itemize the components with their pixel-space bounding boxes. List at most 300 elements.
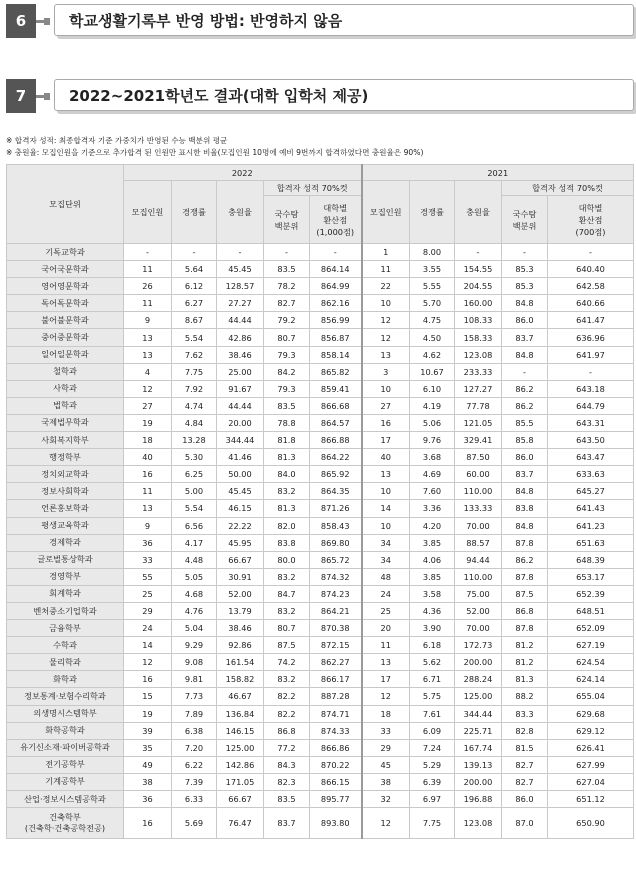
competition-2022: 7.89: [172, 705, 217, 722]
fill-rate-2022: 158.82: [217, 671, 264, 688]
competition-2022: 4.76: [172, 602, 217, 619]
recruit-2021: 32: [362, 791, 410, 808]
converted-score-2021: 629.12: [548, 722, 634, 739]
competition-2022: 4.17: [172, 534, 217, 551]
kst-percentile-2022: 84.2: [264, 363, 310, 380]
recruit-2021: 10: [362, 380, 410, 397]
competition-2022: 13.28: [172, 432, 217, 449]
fill-rate-2021: 139.13: [455, 756, 502, 773]
competition-2021: 3.68: [410, 449, 455, 466]
competition-2022: 5.54: [172, 500, 217, 517]
fill-rate-2021: 329.41: [455, 432, 502, 449]
kst-percentile-2021: 81.5: [502, 739, 548, 756]
header-score-group-2022: 합격자 성적 70%컷: [264, 181, 362, 196]
competition-2021: 5.29: [410, 756, 455, 773]
converted-score-2022: 869.80: [310, 534, 362, 551]
competition-2022: 9.81: [172, 671, 217, 688]
table-row: [7, 808, 634, 839]
converted-score-2022: 864.14: [310, 261, 362, 278]
kst-percentile-2021: 86.2: [502, 551, 548, 568]
fill-rate-2021: -: [455, 244, 502, 261]
fill-rate-2022: 171.05: [217, 773, 264, 790]
competition-2021: 4.75: [410, 312, 455, 329]
competition-2021: 4.06: [410, 551, 455, 568]
section-7-number: 7: [6, 79, 36, 113]
section-6-connector: [36, 20, 48, 23]
converted-score-2022: 859.41: [310, 380, 362, 397]
table-row: [7, 688, 634, 705]
fill-rate-2021: 158.33: [455, 329, 502, 346]
competition-2022: 5.64: [172, 261, 217, 278]
header-fill-2022: 충원율: [217, 181, 264, 244]
fill-rate-2021: 133.33: [455, 500, 502, 517]
converted-score-2022: -: [310, 244, 362, 261]
kst-percentile-2022: 79.3: [264, 346, 310, 363]
competition-2021: 3.85: [410, 568, 455, 585]
recruit-2022: 35: [124, 739, 172, 756]
fill-rate-2021: 200.00: [455, 654, 502, 671]
competition-2021: 5.70: [410, 295, 455, 312]
kst-percentile-2022: 79.3: [264, 380, 310, 397]
converted-score-2021: 640.40: [548, 261, 634, 278]
converted-score-2021: 641.43: [548, 500, 634, 517]
converted-score-2022: 865.72: [310, 551, 362, 568]
header-recruit-2021: 모집인원: [362, 181, 410, 244]
fill-rate-2022: 27.27: [217, 295, 264, 312]
kst-percentile-2022: 84.3: [264, 756, 310, 773]
kst-percentile-2021: 87.5: [502, 585, 548, 602]
fill-rate-2021: 123.08: [455, 346, 502, 363]
recruit-2021: 38: [362, 773, 410, 790]
kst-percentile-2021: 86.2: [502, 380, 548, 397]
fill-rate-2022: 45.45: [217, 483, 264, 500]
kst-percentile-2022: 82.2: [264, 705, 310, 722]
section-7-title: 2022~2021학년도 결과(대학 입학처 제공): [54, 79, 634, 111]
converted-score-2022: 893.80: [310, 808, 362, 839]
competition-2021: 8.00: [410, 244, 455, 261]
competition-2021: 6.10: [410, 380, 455, 397]
dept-name: 불어불문학과: [7, 312, 124, 329]
recruit-2021: 29: [362, 739, 410, 756]
section-7-header: [6, 79, 634, 113]
table-row: [7, 278, 634, 295]
fill-rate-2022: 30.91: [217, 568, 264, 585]
converted-score-2022: 874.33: [310, 722, 362, 739]
fill-rate-2021: 225.71: [455, 722, 502, 739]
competition-2021: 4.50: [410, 329, 455, 346]
fill-rate-2022: 42.86: [217, 329, 264, 346]
recruit-2022: 11: [124, 261, 172, 278]
kst-percentile-2022: 80.7: [264, 329, 310, 346]
converted-score-2021: 641.47: [548, 312, 634, 329]
kst-percentile-2022: 83.2: [264, 483, 310, 500]
kst-percentile-2021: 86.0: [502, 791, 548, 808]
converted-score-2021: 653.17: [548, 568, 634, 585]
recruit-2022: 19: [124, 705, 172, 722]
fill-rate-2022: 66.67: [217, 551, 264, 568]
recruit-2021: 10: [362, 483, 410, 500]
kst-percentile-2022: 80.7: [264, 620, 310, 637]
recruit-2021: 33: [362, 722, 410, 739]
kst-percentile-2022: 82.7: [264, 295, 310, 312]
kst-percentile-2021: 84.8: [502, 517, 548, 534]
note-fill-rate: ※ 충원율: 모집인원을 기준으로 추가합격 된 인원만 표시한 비율(모집인원 10명에 예비 9번까지 합격하였다면 충원율은 90%): [6, 148, 424, 157]
dept-name: 중어중문학과: [7, 329, 124, 346]
table-row: [7, 483, 634, 500]
converted-score-2021: 644.79: [548, 397, 634, 414]
header-fill-2021: 충원율: [455, 181, 502, 244]
competition-2022: 4.68: [172, 585, 217, 602]
competition-2021: 4.19: [410, 397, 455, 414]
competition-2021: 4.62: [410, 346, 455, 363]
competition-2021: 4.36: [410, 602, 455, 619]
header-score-group-2021: 합격자 성적 70%컷: [502, 181, 634, 196]
kst-percentile-2022: 81.3: [264, 449, 310, 466]
fill-rate-2021: 204.55: [455, 278, 502, 295]
table-row: [7, 363, 634, 380]
fill-rate-2021: 60.00: [455, 466, 502, 483]
converted-score-2022: 866.86: [310, 739, 362, 756]
competition-2022: 6.38: [172, 722, 217, 739]
table-row: [7, 346, 634, 363]
competition-2022: 5.00: [172, 483, 217, 500]
recruit-2022: 26: [124, 278, 172, 295]
notes: [6, 135, 423, 159]
converted-score-2021: 643.47: [548, 449, 634, 466]
converted-score-2021: 651.12: [548, 791, 634, 808]
dept-name: 정보사회학과: [7, 483, 124, 500]
recruit-2022: 12: [124, 654, 172, 671]
competition-2021: 6.71: [410, 671, 455, 688]
fill-rate-2022: 44.44: [217, 397, 264, 414]
table-row: [7, 602, 634, 619]
fill-rate-2022: 136.84: [217, 705, 264, 722]
recruit-2021: 25: [362, 602, 410, 619]
table-row: [7, 449, 634, 466]
competition-2022: 5.05: [172, 568, 217, 585]
dept-name: 유기신소재·파이버공학과: [7, 739, 124, 756]
fill-rate-2022: 22.22: [217, 517, 264, 534]
competition-2021: 7.24: [410, 739, 455, 756]
recruit-2021: 16: [362, 414, 410, 431]
competition-2022: 6.27: [172, 295, 217, 312]
competition-2022: 5.04: [172, 620, 217, 637]
kst-percentile-2022: 77.2: [264, 739, 310, 756]
recruit-2022: 11: [124, 295, 172, 312]
recruit-2021: 20: [362, 620, 410, 637]
fill-rate-2022: 161.54: [217, 654, 264, 671]
table-row: [7, 329, 634, 346]
converted-score-2022: 862.16: [310, 295, 362, 312]
results-table-body: [7, 244, 634, 839]
dept-name: 벤처중소기업학과: [7, 602, 124, 619]
competition-2021: 3.55: [410, 261, 455, 278]
kst-percentile-2021: 84.8: [502, 483, 548, 500]
recruit-2021: 14: [362, 500, 410, 517]
recruit-2022: 16: [124, 466, 172, 483]
converted-score-2021: 624.54: [548, 654, 634, 671]
competition-2022: 4.84: [172, 414, 217, 431]
converted-score-2021: 627.19: [548, 637, 634, 654]
competition-2021: 5.06: [410, 414, 455, 431]
section-6-header: [6, 4, 634, 38]
recruit-2022: 9: [124, 312, 172, 329]
section-6-title: 학교생활기록부 반영 방법: 반영하지 않음: [54, 4, 634, 36]
converted-score-2022: 874.23: [310, 585, 362, 602]
converted-score-2021: 645.27: [548, 483, 634, 500]
competition-2022: 9.08: [172, 654, 217, 671]
table-row: [7, 551, 634, 568]
fill-rate-2022: 52.00: [217, 585, 264, 602]
recruit-2022: 16: [124, 671, 172, 688]
dept-name: 일어일문학과: [7, 346, 124, 363]
fill-rate-2021: 52.00: [455, 602, 502, 619]
dept-name: 금융학부: [7, 620, 124, 637]
fill-rate-2022: 20.00: [217, 414, 264, 431]
table-row: [7, 791, 634, 808]
converted-score-2021: 652.09: [548, 620, 634, 637]
recruit-2022: 13: [124, 500, 172, 517]
kst-percentile-2021: 88.2: [502, 688, 548, 705]
recruit-2022: 36: [124, 791, 172, 808]
converted-score-2022: 864.22: [310, 449, 362, 466]
converted-score-2021: 627.99: [548, 756, 634, 773]
recruit-2022: 11: [124, 483, 172, 500]
table-row: [7, 585, 634, 602]
converted-score-2021: 627.04: [548, 773, 634, 790]
kst-percentile-2022: 80.0: [264, 551, 310, 568]
kst-percentile-2021: 86.2: [502, 397, 548, 414]
fill-rate-2022: 46.15: [217, 500, 264, 517]
fill-rate-2021: 110.00: [455, 483, 502, 500]
table-row: [7, 739, 634, 756]
converted-score-2022: 895.77: [310, 791, 362, 808]
fill-rate-2022: 38.46: [217, 346, 264, 363]
converted-score-2022: 866.88: [310, 432, 362, 449]
fill-rate-2022: 66.67: [217, 791, 264, 808]
recruit-2021: 1: [362, 244, 410, 261]
fill-rate-2022: 41.46: [217, 449, 264, 466]
kst-percentile-2021: 87.8: [502, 568, 548, 585]
kst-percentile-2022: -: [264, 244, 310, 261]
converted-score-2021: 643.18: [548, 380, 634, 397]
recruit-2022: 49: [124, 756, 172, 773]
table-row: [7, 397, 634, 414]
fill-rate-2022: 45.45: [217, 261, 264, 278]
competition-2022: 7.20: [172, 739, 217, 756]
fill-rate-2022: 13.79: [217, 602, 264, 619]
recruit-2021: 12: [362, 808, 410, 839]
recruit-2021: 17: [362, 432, 410, 449]
fill-rate-2022: 38.46: [217, 620, 264, 637]
recruit-2021: 12: [362, 688, 410, 705]
recruit-2022: 40: [124, 449, 172, 466]
kst-percentile-2022: 83.5: [264, 791, 310, 808]
competition-2022: 6.56: [172, 517, 217, 534]
competition-2021: 4.69: [410, 466, 455, 483]
converted-score-2022: 870.22: [310, 756, 362, 773]
fill-rate-2021: 200.00: [455, 773, 502, 790]
recruit-2021: 11: [362, 637, 410, 654]
recruit-2022: 15: [124, 688, 172, 705]
recruit-2021: 22: [362, 278, 410, 295]
converted-score-2021: 642.58: [548, 278, 634, 295]
dept-name: 사회복지학부: [7, 432, 124, 449]
competition-2021: 6.39: [410, 773, 455, 790]
dept-name: 법학과: [7, 397, 124, 414]
converted-score-2021: 641.23: [548, 517, 634, 534]
kst-percentile-2021: 85.3: [502, 278, 548, 295]
converted-score-2021: -: [548, 363, 634, 380]
table-row: [7, 568, 634, 585]
fill-rate-2022: 44.44: [217, 312, 264, 329]
recruit-2022: 12: [124, 380, 172, 397]
recruit-2022: 13: [124, 329, 172, 346]
competition-2021: 5.55: [410, 278, 455, 295]
table-row: [7, 671, 634, 688]
kst-percentile-2021: 83.8: [502, 500, 548, 517]
converted-score-2022: 862.27: [310, 654, 362, 671]
dept-name: 영어영문학과: [7, 278, 124, 295]
kst-percentile-2021: 87.8: [502, 620, 548, 637]
competition-2022: 4.74: [172, 397, 217, 414]
kst-percentile-2021: 82.8: [502, 722, 548, 739]
recruit-2021: 48: [362, 568, 410, 585]
fill-rate-2022: 46.67: [217, 688, 264, 705]
dept-name: 철학과: [7, 363, 124, 380]
converted-score-2022: 866.68: [310, 397, 362, 414]
converted-score-2021: 633.63: [548, 466, 634, 483]
fill-rate-2021: 108.33: [455, 312, 502, 329]
kst-percentile-2021: 85.8: [502, 432, 548, 449]
fill-rate-2021: 233.33: [455, 363, 502, 380]
fill-rate-2021: 196.88: [455, 791, 502, 808]
dept-name: 사학과: [7, 380, 124, 397]
dept-name: 정치외교학과: [7, 466, 124, 483]
fill-rate-2021: 87.50: [455, 449, 502, 466]
header-recruit-2022: 모집인원: [124, 181, 172, 244]
recruit-2022: 29: [124, 602, 172, 619]
converted-score-2022: 864.35: [310, 483, 362, 500]
converted-score-2021: 640.66: [548, 295, 634, 312]
recruit-2021: 12: [362, 312, 410, 329]
header-converted-2022: 대학별 환산점 (1,000점): [310, 196, 362, 244]
fill-rate-2022: 50.00: [217, 466, 264, 483]
dept-name: 기계공학부: [7, 773, 124, 790]
recruit-2021: 34: [362, 551, 410, 568]
fill-rate-2021: 94.44: [455, 551, 502, 568]
dept-name: 국어국문학과: [7, 261, 124, 278]
competition-2021: 7.75: [410, 808, 455, 839]
competition-2022: 6.25: [172, 466, 217, 483]
recruit-2022: 36: [124, 534, 172, 551]
converted-score-2022: 866.17: [310, 671, 362, 688]
kst-percentile-2021: 82.7: [502, 756, 548, 773]
competition-2022: 6.22: [172, 756, 217, 773]
table-row: [7, 654, 634, 671]
dept-name: 국제법무학과: [7, 414, 124, 431]
competition-2021: 7.60: [410, 483, 455, 500]
kst-percentile-2021: 83.3: [502, 705, 548, 722]
competition-2022: 5.69: [172, 808, 217, 839]
header-year-2021: 2021: [362, 165, 634, 181]
converted-score-2021: 629.68: [548, 705, 634, 722]
fill-rate-2022: 92.86: [217, 637, 264, 654]
competition-2022: 7.73: [172, 688, 217, 705]
table-row: [7, 534, 634, 551]
competition-2022: 4.48: [172, 551, 217, 568]
dept-name: 의생명시스템학부: [7, 705, 124, 722]
converted-score-2021: 650.90: [548, 808, 634, 839]
recruit-2022: 4: [124, 363, 172, 380]
recruit-2021: 12: [362, 329, 410, 346]
table-row: [7, 414, 634, 431]
table-row: [7, 756, 634, 773]
converted-score-2021: 643.31: [548, 414, 634, 431]
fill-rate-2022: 344.44: [217, 432, 264, 449]
fill-rate-2022: 142.86: [217, 756, 264, 773]
kst-percentile-2022: 84.7: [264, 585, 310, 602]
converted-score-2021: 651.63: [548, 534, 634, 551]
converted-score-2022: 864.57: [310, 414, 362, 431]
recruit-2021: 13: [362, 654, 410, 671]
competition-2022: 7.62: [172, 346, 217, 363]
kst-percentile-2022: 83.5: [264, 397, 310, 414]
kst-percentile-2021: 87.0: [502, 808, 548, 839]
kst-percentile-2021: 81.2: [502, 654, 548, 671]
fill-rate-2021: 154.55: [455, 261, 502, 278]
kst-percentile-2022: 78.8: [264, 414, 310, 431]
recruit-2021: 13: [362, 346, 410, 363]
kst-percentile-2021: 81.3: [502, 671, 548, 688]
converted-score-2021: 643.50: [548, 432, 634, 449]
fill-rate-2021: 70.00: [455, 517, 502, 534]
section-7-connector: [36, 95, 48, 98]
recruit-2021: 3: [362, 363, 410, 380]
dept-name: 정보통계·보험수리학과: [7, 688, 124, 705]
dept-name: 수학과: [7, 637, 124, 654]
competition-2021: 5.75: [410, 688, 455, 705]
fill-rate-2021: 172.73: [455, 637, 502, 654]
header-kst-2021: 국수탐 백분위: [502, 196, 548, 244]
kst-percentile-2021: 82.7: [502, 773, 548, 790]
converted-score-2022: 874.32: [310, 568, 362, 585]
table-row: [7, 773, 634, 790]
competition-2021: 7.61: [410, 705, 455, 722]
fill-rate-2022: 76.47: [217, 808, 264, 839]
recruit-2022: 14: [124, 637, 172, 654]
converted-score-2022: 858.14: [310, 346, 362, 363]
dept-name: 언론홍보학과: [7, 500, 124, 517]
recruit-2021: 18: [362, 705, 410, 722]
kst-percentile-2021: 83.7: [502, 466, 548, 483]
converted-score-2022: 858.43: [310, 517, 362, 534]
dept-name: 평생교육학과: [7, 517, 124, 534]
note-score: ※ 합격자 성적: 최종합격자 기준 가중치가 반영된 수능 백분위 평균: [6, 136, 228, 145]
fill-rate-2021: 167.74: [455, 739, 502, 756]
dept-name: 독어독문학과: [7, 295, 124, 312]
fill-rate-2022: 125.00: [217, 739, 264, 756]
recruit-2021: 13: [362, 466, 410, 483]
kst-percentile-2022: 81.3: [264, 500, 310, 517]
fill-rate-2022: 25.00: [217, 363, 264, 380]
recruit-2022: 13: [124, 346, 172, 363]
converted-score-2022: 856.87: [310, 329, 362, 346]
recruit-2022: 9: [124, 517, 172, 534]
competition-2021: 6.97: [410, 791, 455, 808]
header-competition-2022: 경쟁률: [172, 181, 217, 244]
table-row: [7, 312, 634, 329]
